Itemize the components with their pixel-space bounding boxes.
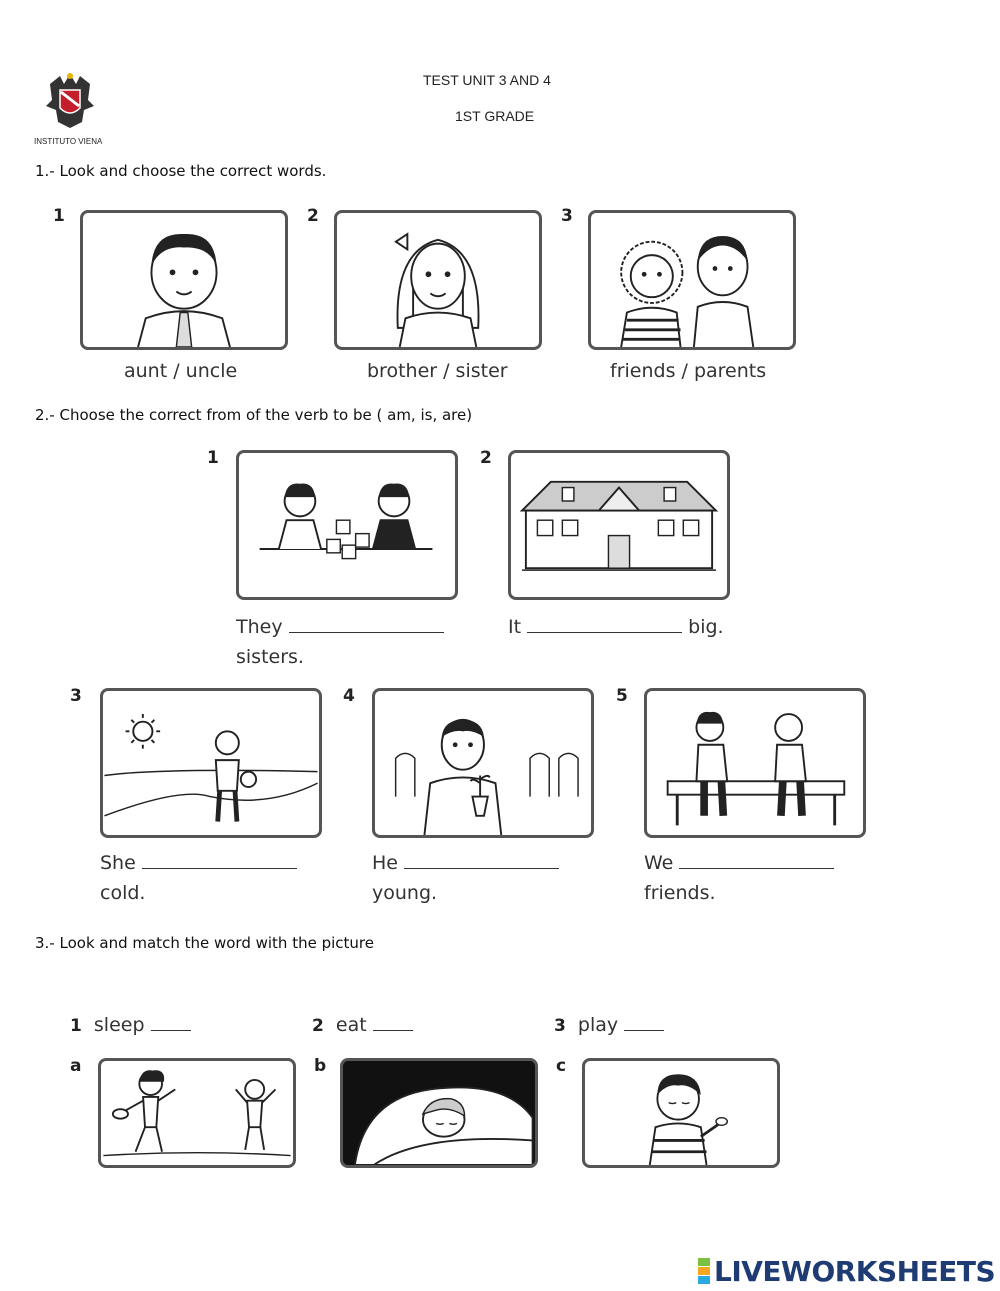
picture-letter: a (70, 1056, 82, 1076)
logo-mark-icon (698, 1258, 710, 1284)
section3-instruction: 3.- Look and match the word with the picture (35, 934, 374, 952)
item-number: 1 (70, 1016, 82, 1036)
item-number: 3 (554, 1016, 566, 1036)
picture-frame (644, 688, 866, 838)
item-number: 5 (616, 686, 628, 706)
boy-icon (83, 213, 285, 347)
child-sleeping-icon (343, 1061, 535, 1165)
picture-frame (236, 450, 458, 600)
word-label: play (577, 1014, 619, 1036)
sentence (236, 612, 466, 672)
item-number: 2 (312, 1016, 324, 1036)
boys-on-bench-icon (647, 691, 863, 835)
answer-blank[interactable] (142, 868, 297, 869)
girl-in-sun-icon (103, 691, 319, 835)
brand-name: LIVEWORKSHEETS (714, 1254, 996, 1288)
picture-frame (372, 688, 594, 838)
kids-playing-ball-icon (101, 1061, 293, 1165)
sentence-start: She (100, 852, 136, 874)
picture-frame (508, 450, 730, 600)
school-crest-icon (44, 70, 96, 132)
picture-frame (582, 1058, 780, 1168)
answer-blank[interactable] (373, 1030, 413, 1031)
match-word (554, 1010, 664, 1041)
sentence-end: big. (688, 616, 724, 638)
item-number: 2 (480, 448, 492, 468)
two-kids-icon (591, 213, 793, 347)
picture-letter: c (556, 1056, 567, 1076)
sentence-end: sisters. (236, 646, 304, 668)
test-title: TEST UNIT 3 AND 4 (423, 72, 551, 88)
word-options: brother / sister (367, 360, 508, 382)
picture-letter: b (314, 1056, 327, 1076)
boy-eating-icon (585, 1061, 777, 1165)
picture-frame (588, 210, 796, 350)
sentence-start: He (372, 852, 398, 874)
sentence-start: We (644, 852, 674, 874)
sentence (508, 612, 768, 642)
word-label: eat (335, 1014, 367, 1036)
institution-name: INSTITUTO VIENA (34, 137, 103, 146)
item-number: 3 (561, 206, 573, 226)
item-number: 2 (307, 206, 319, 226)
match-word (312, 1010, 413, 1041)
sentence-end: cold. (100, 882, 146, 904)
picture-frame (98, 1058, 296, 1168)
item-number: 3 (70, 686, 82, 706)
picture-frame (100, 688, 322, 838)
answer-blank[interactable] (289, 632, 444, 633)
sentence (100, 848, 330, 908)
word-options: aunt / uncle (124, 360, 238, 382)
item-number: 1 (53, 206, 65, 226)
sentence-end: friends. (644, 882, 716, 904)
sentence (372, 848, 602, 908)
item-number: 4 (343, 686, 355, 706)
sentence (644, 848, 874, 908)
picture-frame (340, 1058, 538, 1168)
word-label: sleep (93, 1014, 145, 1036)
picture-frame (334, 210, 542, 350)
answer-blank[interactable] (404, 868, 559, 869)
liveworksheets-logo (698, 1256, 995, 1286)
girl-icon (337, 213, 539, 347)
house-icon (511, 453, 727, 597)
answer-blank[interactable] (679, 868, 834, 869)
answer-blank[interactable] (527, 632, 682, 633)
sentence-end: young. (372, 882, 438, 904)
girls-playing-blocks-icon (239, 453, 455, 597)
answer-blank[interactable] (624, 1030, 664, 1031)
sentence-start: It (508, 616, 522, 638)
answer-blank[interactable] (151, 1030, 191, 1031)
grade-label: 1ST GRADE (455, 108, 535, 124)
section1-instruction: 1.- Look and choose the correct words. (35, 162, 327, 180)
old-man-plant-icon (375, 691, 591, 835)
item-number: 1 (207, 448, 219, 468)
picture-frame (80, 210, 288, 350)
word-options: friends / parents (610, 360, 767, 382)
match-word (70, 1010, 191, 1041)
sentence-start: They (236, 616, 283, 638)
section2-instruction: 2.- Choose the correct from of the verb to be ( am, is, are) (35, 406, 473, 424)
